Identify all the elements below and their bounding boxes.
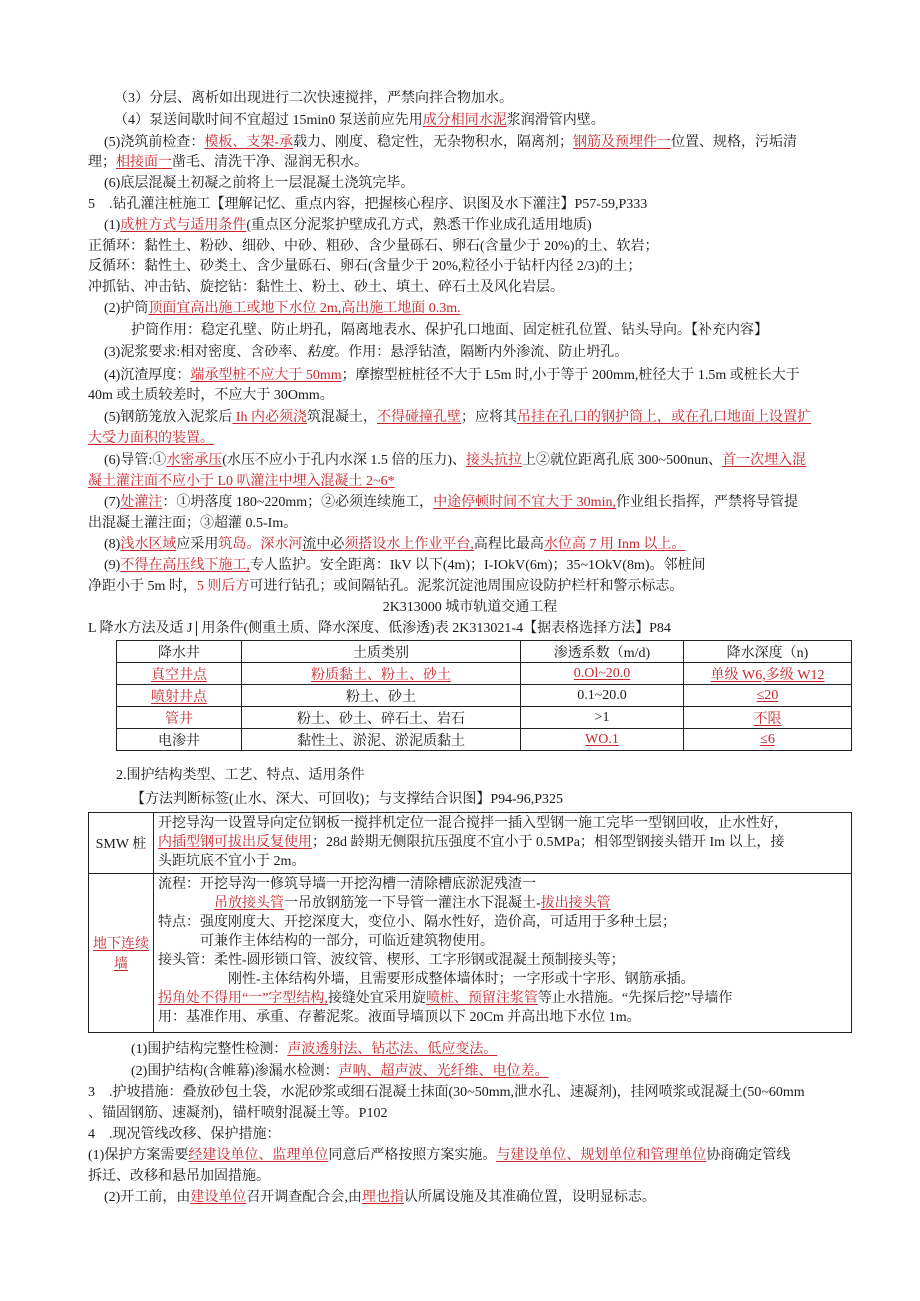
text-line: 理；相接面一凿毛、清洗干净、湿润无积水。: [88, 155, 368, 170]
table-cell: 电渗井: [117, 729, 242, 751]
text-line: 40m 或土质较差时，不应大于 30Omm。: [88, 388, 334, 403]
table-cell: 真空井点: [117, 663, 242, 685]
text-line: 3 .护坡措施：叠放砂包土袋，水泥砂浆或细石混凝土抹面(30~50mm,泄水孔、速凝剂)，挂网喷浆或混凝土(50~60mm: [88, 1085, 805, 1100]
table-cell: 粉土、砂土: [242, 685, 521, 707]
text-line: 正循环：黏性土、粉砂、细砂、中砂、粗砂、含少量砾石、卵石(含量少于 20%)的土、软岩；: [88, 239, 659, 254]
table-cell-label: 地下连续墙: [89, 874, 154, 1033]
table-cell: 0.1~20.0: [521, 685, 684, 707]
dewatering-table: [116, 640, 852, 751]
text-line: (4)沉渣厚度：端承型桩不应大于 50mm；摩擦型桩桩径不大于 L5m 时,小于等于 200mm,桩径大于 1.5m 或桩长大于: [104, 368, 800, 383]
text-line: 出混凝土灌注面；③超灌 0.5-Im。: [88, 516, 298, 531]
text-line: （4）泵送间歇时间不宜超过 15min0 泵送前应先用成分相同水泥浆润滑管内壁。: [114, 113, 605, 128]
text-line: (1)保护方案需要经建设单位、监理单位同意后严格按照方案实施。与建设单位、规划单位和管理单位协商确定管线: [88, 1148, 791, 1163]
text-line: 凝土灌注面不应小于 L0 叭灌注中埋入混凝土 2~6*: [88, 474, 395, 489]
text-line: (2)开工前，由建设单位召开调查配合会,由理也指认所属设施及其准确位置，设明显标志。: [104, 1190, 656, 1205]
table-row: [117, 663, 852, 685]
table-header-cell: 降水井: [117, 641, 242, 663]
enclosure-table: [88, 812, 852, 1033]
text-line: (5)浇筑前检查：模板、支架-承载力、刚度、稳定性，无杂物积水，隔离剂；钢筋及预埋件一位置、规格，污垢清: [104, 135, 797, 150]
table-cell: ≤20: [684, 685, 852, 707]
table-cell: WO.1: [521, 729, 684, 751]
table-row: [89, 874, 852, 1033]
text-line: （3）分层、离析如出现进行二次快速搅拌，严禁向拌合物加水。: [114, 91, 513, 106]
table-cell: 不限: [684, 707, 852, 729]
table-cell: 黏性土、淤泥、淤泥质黏土: [242, 729, 521, 751]
text-line: 冲抓钻、冲击钻、旋挖钻：黏性土、粉土、砂土、填土、碎石土及风化岩层。: [88, 280, 564, 295]
table-cell: >1: [521, 707, 684, 729]
section-title: 4 .现况管线改移、保护措施：: [88, 1127, 281, 1142]
table-cell: 粉质黏土、粉土、砂土: [242, 663, 521, 685]
section-title: 5 .钻孔灌注桩施工【理解记忆、重点内容，把握核心程序、识图及水下灌注】P57-59,P333: [88, 197, 648, 212]
chapter-heading: 2K313000 城市轨道交通工程: [382, 600, 558, 615]
text-line: 净距小于 5m 时，5 则后方可进行钻孔；或间隔钻孔。泥浆沉淀池周围应设防护栏杆和警示标志。: [88, 579, 684, 594]
text-line: 拆迁、改移和悬吊加固措施。: [88, 1169, 270, 1184]
table-row: [117, 729, 852, 751]
table-header-cell: 降水深度（n): [684, 641, 852, 663]
table-cell-label: SMW 桩: [89, 813, 154, 874]
table-cell: 粉土、砂土、碎石土、岩石: [242, 707, 521, 729]
table-cell: 开挖导沟一设置导向定位钢板一搅拌机定位一混合搅拌一插入型钢一施工完毕一型钢回收，止水性好， 内插型钢可拔出反复使用；28d 龄期无侧限抗压强度不宜小于 0.5MPa；相邻型钢接头错开 Im 以上，接 头距坑底不宜小于 2m。: [154, 813, 852, 874]
text-line: 大受力面积的装置。: [88, 431, 214, 446]
text-line: 、锚固钢筋、速凝剂)，锚杆喷射混凝土等。P102: [88, 1106, 388, 1121]
table-cell: 0.Ol~20.0: [521, 663, 684, 685]
table-cell: 喷射井点: [117, 685, 242, 707]
text-line: (3)泥浆要求:相对密度、含砂率、粘度。作用：悬浮钻渣，隔断内外渗流、防止坍孔。: [104, 345, 629, 360]
section-subtitle: 【方法判断标签(止水、深大、可回收)；与支撑结合识图】P94-96,P325: [131, 792, 564, 807]
text-line: 反循环：黏性土、砂类土、含少量砾石、卵石(含量少于 20%,粒径小于钻杆内径 2/3)的土；: [88, 259, 642, 274]
text-line: 护筒作用：稳定孔壁、防止坍孔，隔离地表水、保护孔口地面、固定桩孔位置、钻头导向。【补充内容】: [131, 323, 768, 338]
table-caption: L 降水方法及适 J 用条件(侧重土质、降水深度、低渗透)表 2K313021-4【据表格选择方法】P84: [88, 621, 671, 636]
table-cell: 管井: [117, 707, 242, 729]
text-line: (5)钢筋笼放入泥浆后 Ih 内必须浇筑混凝土，不得碰撞孔壁；应将其吊挂在孔口的钢护筒上，或在孔口地面上设置扩: [104, 410, 811, 425]
text-line: (8)浅水区域应采用筑岛。深水河流中必须搭设水上作业平台,高程比最高水位高 7 用 Inm 以上。: [104, 537, 686, 552]
table-cell: ≤6: [684, 729, 852, 751]
table-row: [117, 707, 852, 729]
table-cell: 流程：开挖导沟一修筑导墙一开挖沟槽一清除槽底淤泥残渣一 吊放接头管一吊放钢筋笼一下导管一灌注水下混凝土-拔出接头管 特点：强度刚度大、开挖深度大，变位小、隔水性好，造价高，可适用于多种土层； 可兼作主体结构的一部分，可临近建筑物使用。 接头管：柔性-圆形锁口管、波纹管、楔形、工字形钢或混凝土预制接头等； 刚性-主体结构外墙，且需要形成整体墙体时；一字形或十字形、钢筋承插。 拐角处不得用“一”字型结构,接缝处宜采用旋喷桩、预留注浆管等止水措施。“先探后挖”导墙作 用：基准作用、承重、存蓄泥浆。液面导墙顶以下 20Cm 并高出地下水位 1m。: [154, 874, 852, 1033]
table-cell: 单级 W6,多级 W12: [684, 663, 852, 685]
text-line: (1)成桩方式与适用条件(重点区分泥浆护壁成孔方式，熟悉干作业成孔适用地质): [104, 218, 592, 233]
table-header-cell: 土质类别: [242, 641, 521, 663]
table-header-cell: 渗透系数（m/d): [521, 641, 684, 663]
text-line: (1)围护结构完整性检测：声波透射法、钻芯法、低应变法。: [131, 1042, 498, 1057]
text-line: (7)处灌注：①坍落度 180~220mm；②必须连续施工，中途停顿时间不宜大于 30min,作业组长指挥，严禁将导管提: [104, 495, 798, 510]
table-header-row: [117, 641, 852, 663]
text-line: (6)底层混凝土初凝之前将上一层混凝土浇筑完毕。: [104, 176, 415, 191]
text-line: (2)围护结构(含帷幕)渗漏水检测：声呐、超声波、光纤维、电位差。: [131, 1064, 549, 1079]
table-row: [117, 685, 852, 707]
text-line: (6)导管:①水密承压(水压不应小于孔内水深 1.5 倍的压力)、接头抗拉上②就位距离孔底 300~500nun、首一次埋入混: [104, 453, 807, 468]
section-title: 2.围护结构类型、工艺、特点、适用条件: [116, 768, 365, 783]
table-row: [89, 813, 852, 874]
text-line: (2)护筒顶面宜高出施工或地下水位 2m,高出施工地面 0.3m.: [104, 301, 461, 316]
text-line: (9)不得在高压线下施工,专人监护。安全距离：IkV 以下(4m)；I-IOkV(6m)；35~1OkV(8m)。邻桩间: [104, 558, 706, 573]
